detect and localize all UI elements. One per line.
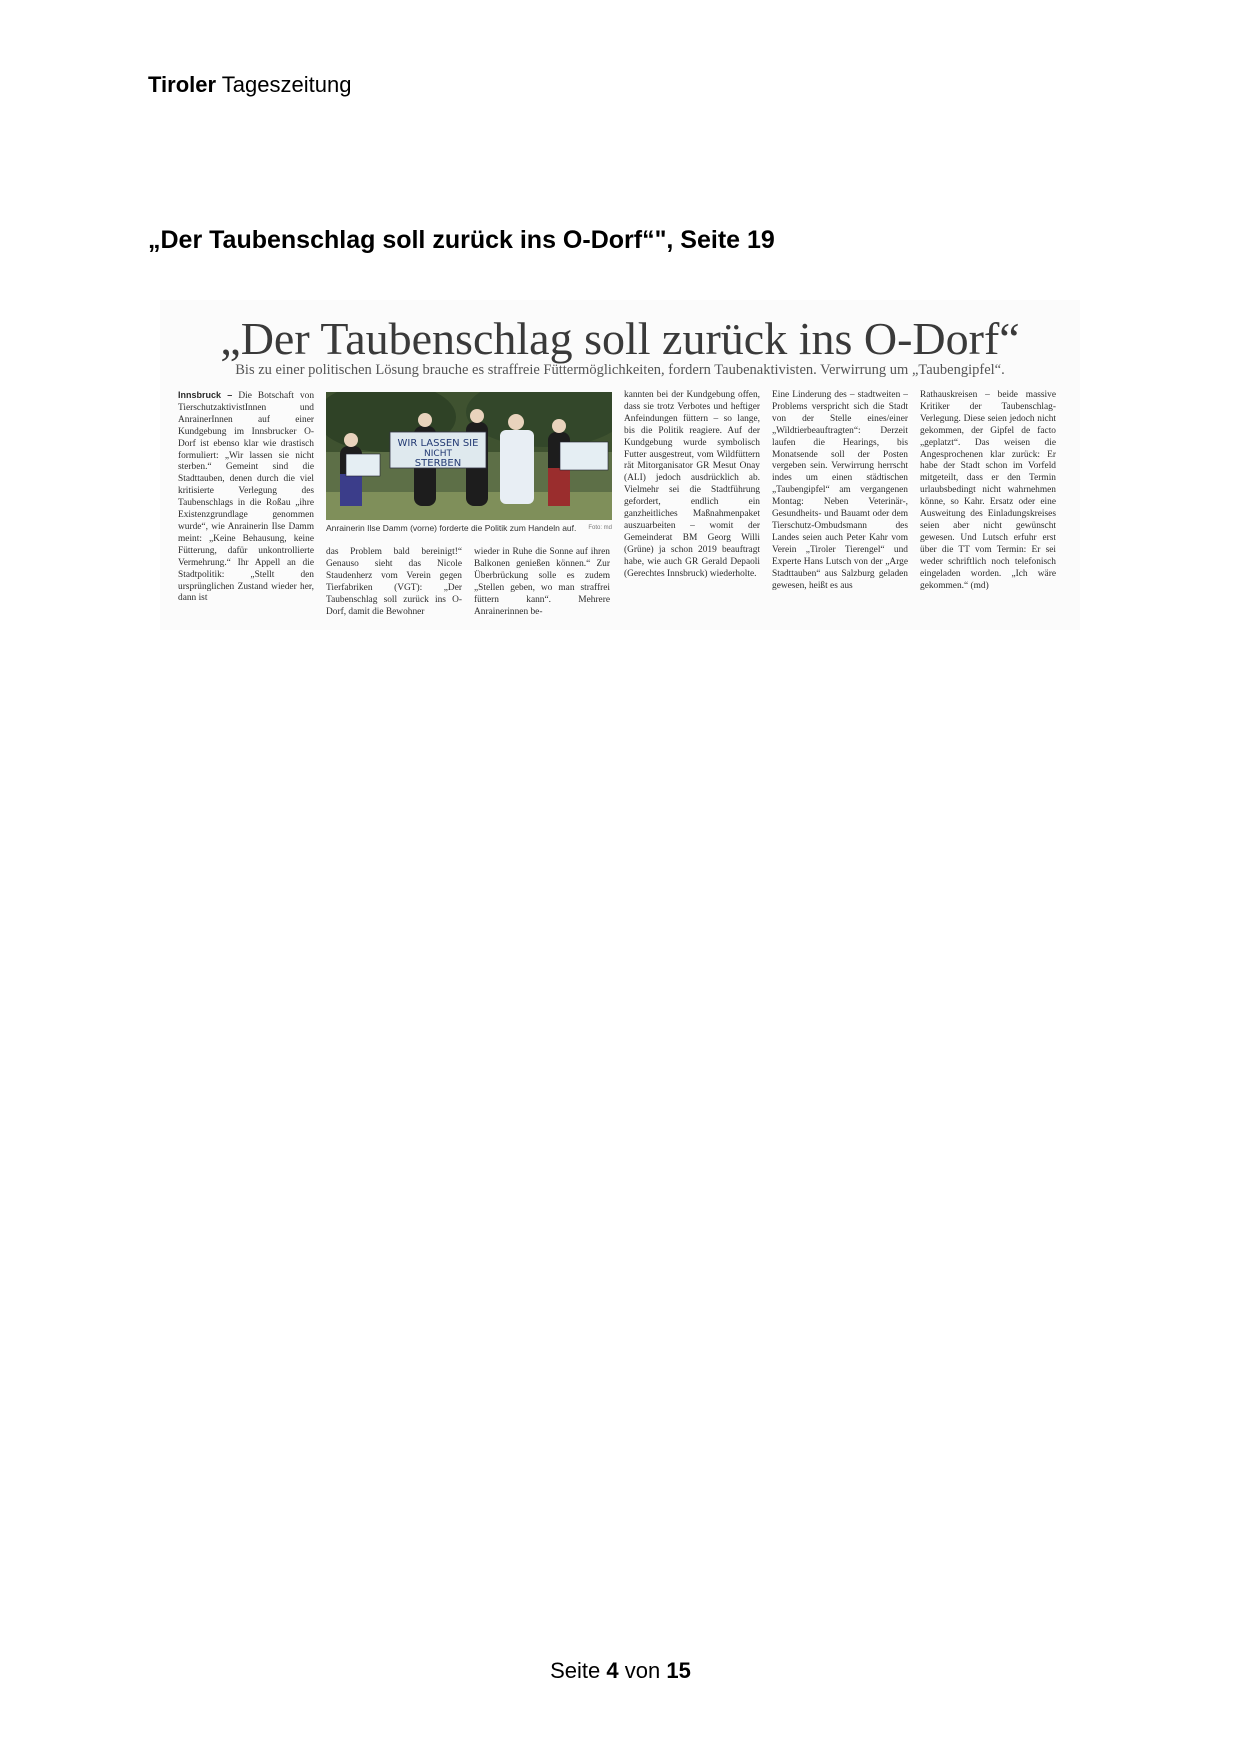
photo-caption [326, 523, 612, 533]
column-text-4: kannten bei der Kundgebung offen, dass sie trotz Verbotes und heftiger Anfeindungen füttern – so lange, bis die Politik reagiere. Auf der Kundgebung wurde symbolisch Futter ausgestreut, vom Wildfüttern rät Mitorganisator GR Mesut Onay (ALI) jedoch ausdrücklich ab. Vielmehr sei die Stadtführung gefordert, endlich ein ganzheitliches Maßnahmenpaket auszuarbeiten – womit der Gemeinderat BM Georg Willi (Grüne) ja schon 2019 beauftragt habe, wie auch GR Gerald Depaoli (Gerechtes Innsbruck) wiederholte. [624, 390, 760, 579]
footer-page-number: 4 [606, 1658, 619, 1683]
photo-credit: Foto: md [588, 525, 612, 531]
document-title: „Der Taubenschlag soll zurück ins O-Dorf“", Seite 19 [148, 226, 775, 254]
dateline: Innsbruck – [178, 390, 233, 400]
column-text-1: Die Botschaft von TierschutzaktivistInnen und AnrainerInnen auf einer Kundgebung im Innsbrucker O-Dorf ist ebenso klar wie drastisch formuliert: „Wir lassen sie nicht sterben.“ Gemeint sind die Stadttauben, denen durch die viel kritisierte Verlegung des Taubenschlags in die Roßau „ihre Existenzgrundlage genommen wurde“, wie Anrainerin Ilse Damm meint: „Keine Behausung, keine Fütterung, dafür unkontrollierte Vermehrung.“ Ihr Appell an die Stadtpolitik: „Stellt den ursprünglichen Zustand wieder her, dann ist [178, 391, 315, 604]
article-column-3 [474, 547, 610, 618]
article-photo [326, 392, 612, 520]
page-footer [0, 1658, 1241, 1684]
article-column-6 [920, 390, 1056, 592]
newspaper-clipping [160, 300, 1080, 630]
protest-photo-illustration [326, 392, 612, 520]
caption-text: Anrainerin Ilse Damm (vorne) forderte die Politik zum Handeln auf. [326, 523, 577, 533]
sign-text-line-1: WIR LASSEN SIE [397, 438, 479, 449]
masthead [148, 72, 351, 98]
column-text-5: Eine Linderung des – stadtweiten – Problems verspricht sich die Stadt von der Stelle eines/einer „Wildtierbeauftragten“: Derzeit laufen die Hearings, bis Monatsende soll der Posten vergeben sein. Verwirrung herrscht indes um einen städtischen „Taubengipfel“ am vergangenen Montag: Neben Veterinär-, Gesundheits- und Bauamt oder dem Tierschutz-Ombudsmann des Landes seien auch Peter Kahr vom Verein „Tiroler Tierengel“ und Experte Hans Lutsch von der „Arge Stadttauben“ aus Salzburg geladen gewesen, heißt es aus [772, 390, 908, 591]
column-text-2: das Problem bald bereinigt!“ Genauso sieht das Nicole Staudenherz vom Verein gegen Tierfabriken (VGT): „Der Taubenschlag soll zurück ins O-Dorf, damit die Bewohner [326, 547, 462, 617]
footer-middle: von [624, 1658, 661, 1683]
article-column-2 [326, 547, 462, 618]
article-subheadline: Bis zu einer politischen Lösung brauche es straffreie Füttermöglichkeiten, fordern Taubenaktivisten. Verwirrung um „Taubengipfel“. [235, 362, 1005, 378]
article-column-4 [624, 390, 760, 581]
masthead-brand-bold: Tiroler [148, 72, 217, 97]
footer-page-total: 15 [666, 1658, 691, 1683]
column-text-6: Rathauskreisen – beide massive Kritiker der Taubenschlag-Verlegung. Diese seien jedoch nicht gekommen, der Gipfel de facto „geplatzt“. Das weisen die Angesprochenen klar zurück: Er habe der Stadt schon im Vorfeld mitgeteilt, dass er den Termin urlaubsbedingt nicht wahrnehmen könne, so Kahr. Ersatz oder eine Ausweitung des Einladungskreises seien aber nicht gewünscht gewesen. Und Lutsch erfuhr erst über die TT vom Termin: Er sei weder schriftlich noch telefonisch eingeladen worden. „Ich wäre gekommen.“ (md) [920, 390, 1056, 591]
sign-text-line-3: STERBEN [414, 458, 462, 469]
footer-prefix: Seite [550, 1658, 601, 1683]
masthead-brand-regular: Tageszeitung [221, 72, 352, 97]
sign-text-line-2: NICHT [424, 449, 452, 459]
column-text-3: wieder in Ruhe die Sonne auf ihren Balkonen genießen können.“ Zur Überbrückung solle es zudem „Stellen geben, wo man straffrei füttern kann“. Mehrere Anrainerinnen be- [474, 547, 610, 617]
article-headline: „Der Taubenschlag soll zurück ins O-Dorf“ [220, 313, 1020, 364]
article-column-1 [178, 390, 314, 605]
article-column-5 [772, 390, 908, 592]
